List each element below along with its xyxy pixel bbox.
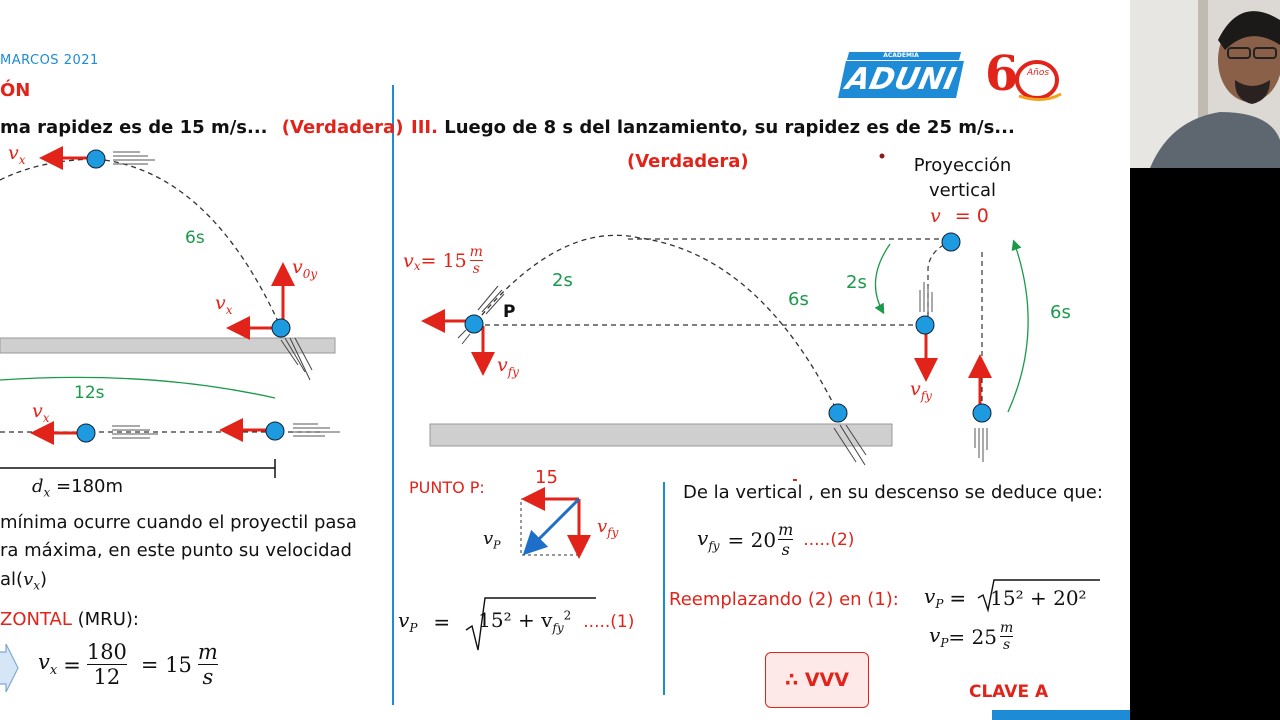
label-vx-bottom: $v_x$ [32,400,50,425]
label-vfy-p: $v_{fy}$ [497,354,519,379]
velocity-triangle [521,499,579,555]
label-vx-mid: $v_x$ [215,292,233,317]
section-title: ÓN [0,80,31,101]
label-2s-vertical: 2s [846,272,867,293]
ball-p [465,315,483,333]
vertical-deduction-text: De la vertical , en su descenso se deduce que: [683,482,1103,503]
ball-top-left [87,150,105,168]
anniversary-word: Años [1027,68,1050,78]
label-v-zero: v = 0 [930,205,989,227]
left-text-line3: $al(v_x)$ [0,569,48,593]
equation-1: $v_P$ = $15^2 + v_{fy}^2$ .....(1) [398,608,635,635]
equation-4: $v_P$ = 25 $\frac{m}{s}$ [929,620,1014,653]
right-statement: III. Luego de 8 s del lanzamiento, su rapidez es de 25 m/s... [411,117,1015,138]
anniversary-zero [1013,56,1063,106]
label-vx-right: v $_x$ = 15 $\frac{m}{s}$ [403,244,483,277]
aduni-logo-small: ACADEMIA [883,52,919,59]
ball-bottom-vertical [973,404,991,422]
punto-p-label: PUNTO P: [409,478,485,497]
mru-heading: ZONTAL (MRU): [0,609,139,630]
triangle-label-15: 15 [535,467,558,488]
label-dx: $d_x =180m$ [32,476,124,500]
replacing-text: Reemplazando (2) en (1): [669,589,899,610]
label-v0y: $v_{0y}$ [292,256,318,281]
outline-arrow [0,644,18,692]
time-arc-12s [0,377,275,398]
webcam-video [1130,0,1280,168]
label-vx-top: $v_x$ [8,142,26,167]
label-12s: 12s [74,383,105,403]
right-verdict: (Verdadera) [627,151,749,172]
label-vfy-vertical: $v_{fy}$ [910,378,932,403]
presenter-silhouette [1130,0,1280,168]
time-arc-6s [1008,242,1028,412]
ball-horizontal-1 [77,424,95,442]
anniversary-logo [985,46,1070,110]
aduni-logo-text: ADUNI [838,61,964,98]
label-6s-left: 6s [185,228,205,248]
eq-vx-fraction: $\frac{180}{12}$ [86,640,127,689]
label-6s-trajectory: 6s [788,289,809,310]
eq-vx-lhs: $v_x$ [38,650,58,679]
eq-vx-unit: $\frac{m}{s}$ [197,640,218,689]
label-2s-trajectory: 2s [552,270,573,291]
ball-landing-right [829,404,847,422]
left-statement [0,117,403,138]
webcam-panel [1130,0,1280,720]
triangle-label-vp: $v_P$ [483,528,501,552]
trajectory-right [476,235,838,413]
left-verdict: (Verdadera) [281,117,404,138]
time-arc-2s [875,244,890,312]
clave-label: CLAVE A [969,682,1049,702]
equation-3: $v_P$ = 15² + 20² [924,584,1087,611]
left-text-line1: mínima ocurre cuando el proyectil pasa [0,512,357,533]
triangle-label-vfy: $v_{fy}$ [597,516,619,540]
ball-apex-vertical [942,233,960,251]
exam-label: MARCOS 2021 [0,53,99,68]
left-text-line2: ra máxima, en este punto su velocidad [0,540,352,561]
speed-lines-top [113,152,155,164]
ball-mid-vertical [916,316,934,334]
label-point-p: P [503,302,516,322]
aduni-logo [842,52,960,98]
left-statement-text: ma rapidez es de 15 m/s... [0,117,268,138]
proj-vertical-title: Proyección vertical [913,155,1012,201]
answer-box: ∴ VVV [765,652,869,708]
equation-2: $v_{fy}$ = 20 $\frac{m}{s}$ .....(2) [697,520,855,559]
label-6s-vertical: 6s [1050,302,1071,323]
anniversary-six: 6 [985,46,1019,102]
ball-horizontal-2 [266,422,284,440]
equation-vx: $v_x$ = $\frac{180}{12}$ = 15 $\frac{m}{s}$ [38,640,218,689]
ground-right [430,424,892,446]
ball-landing-left [272,319,290,337]
